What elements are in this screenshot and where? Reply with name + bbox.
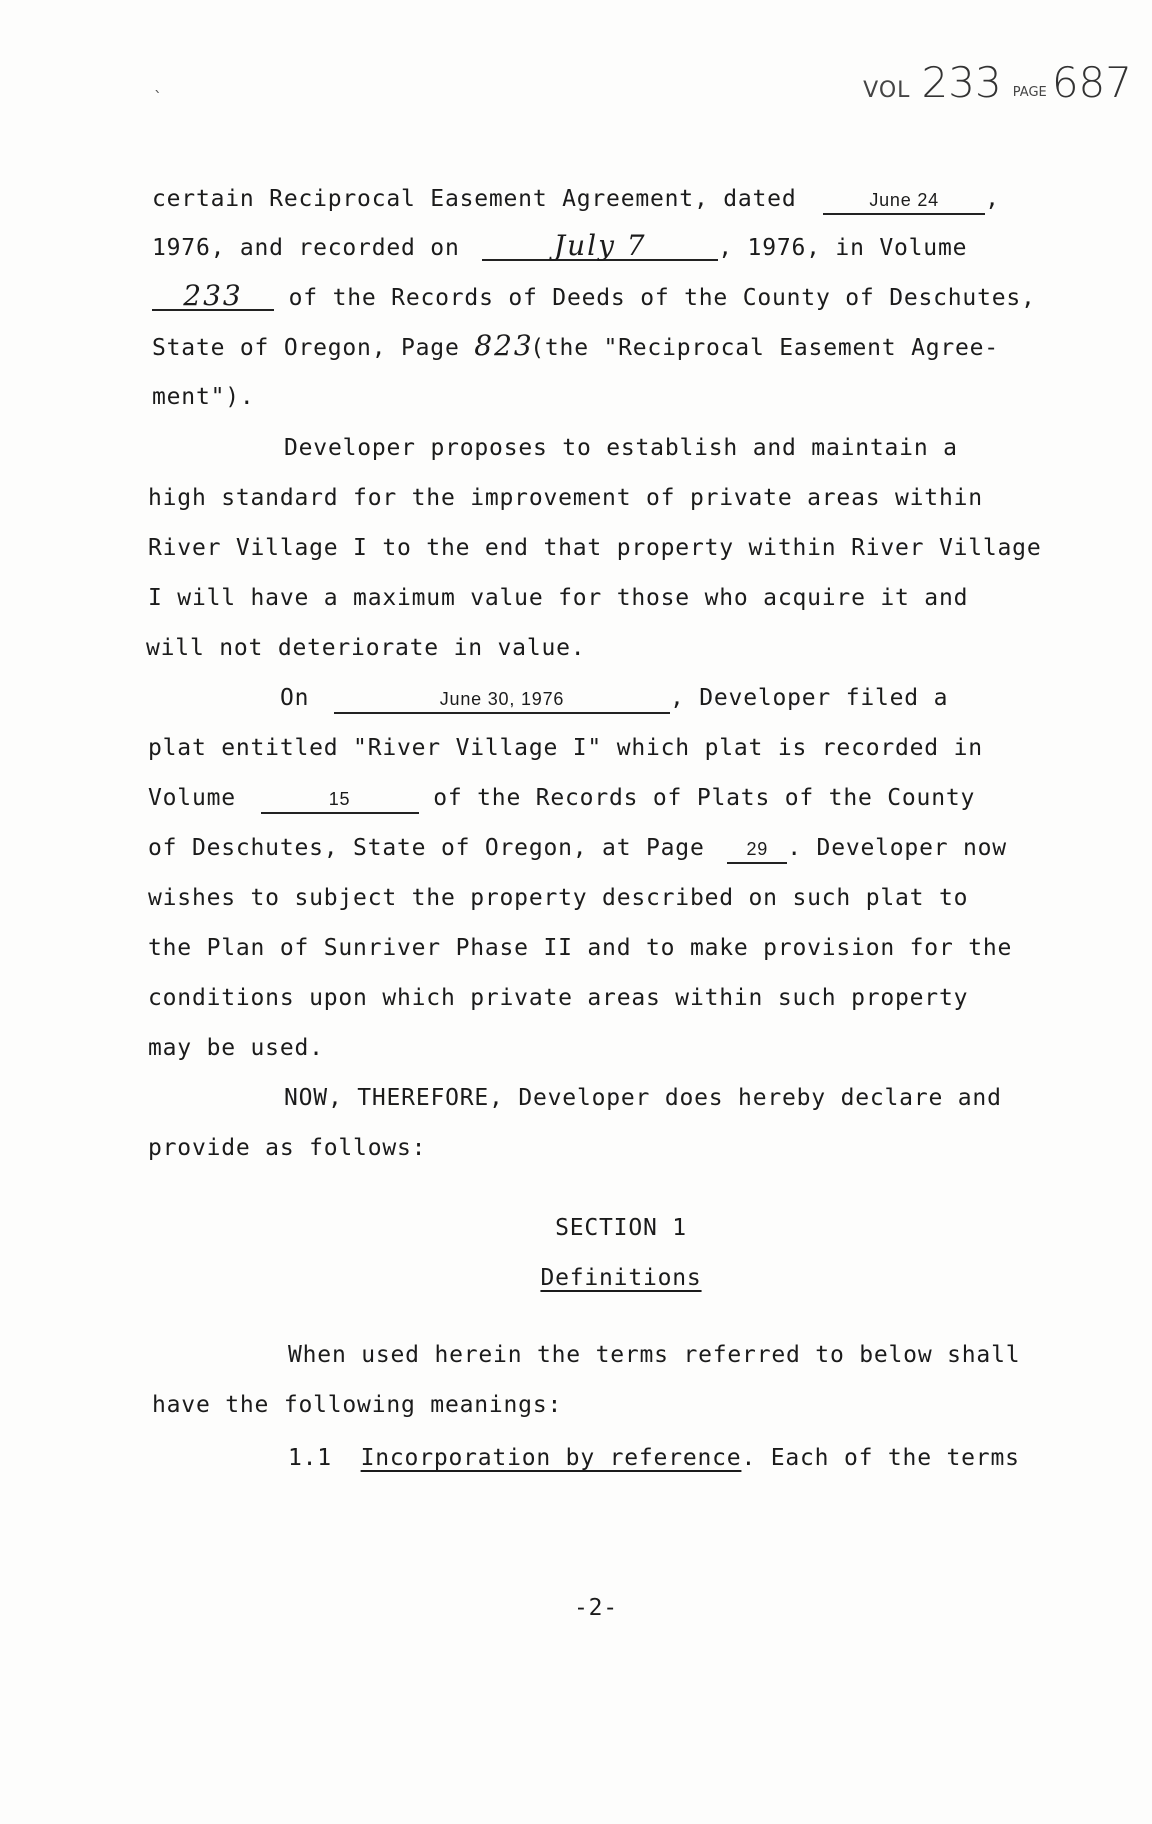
para4-line2: provide as follows: (148, 1135, 427, 1161)
para1-line4 (152, 329, 999, 363)
para2-line1: Developer proposes to establish and maintain a (284, 435, 958, 461)
dated-blank: June 24 (823, 187, 985, 215)
para4-line1: NOW, THEREFORE, Developer does hereby declare and (284, 1085, 1002, 1111)
recording-stamp (863, 58, 1132, 107)
para1-text: (the "Reciprocal Easement Agree- (530, 335, 999, 361)
section-number: SECTION 1 (555, 1215, 687, 1241)
para3-text: Volume (148, 785, 236, 811)
para3-text: of the Records of Plats of the County (433, 785, 976, 811)
para2-line2: high standard for the improvement of private areas within (148, 485, 983, 511)
volume-handwritten: 233 (152, 283, 274, 311)
para1-text: State of Oregon, Page (152, 335, 460, 361)
para3-text: , Developer filed a (669, 685, 949, 711)
para1-comma: , (985, 186, 1000, 212)
para3-text: of Deschutes, State of Oregon, at Page (148, 835, 705, 861)
para3-line5: wishes to subject the property described on such plat to (148, 885, 969, 911)
page-handwritten: 823 (474, 329, 534, 362)
stray-mark: ` (154, 88, 162, 107)
para1-text: certain Reciprocal Easement Agreement, dated (152, 186, 797, 212)
para3-text: On (280, 685, 310, 711)
section-title: Definitions (540, 1265, 702, 1291)
plat-volume-blank: 15 (261, 786, 419, 814)
para1-text: , 1976, in Volume (718, 235, 968, 261)
para5-line1: When used herein the terms referred to below shall (288, 1342, 1021, 1368)
para3-line4 (148, 833, 1007, 864)
para1-text: of the Records of Deeds of the County of Deschutes, (288, 285, 1036, 311)
para3-line8: may be used. (148, 1035, 324, 1061)
para1-text: 1976, and recorded on (152, 235, 460, 261)
para3-line2: plat entitled "River Village I" which plat is recorded in (148, 735, 983, 761)
stamp-vol-number: 233 (921, 58, 1002, 107)
para1-line5: ment"). (152, 384, 255, 410)
stamp-page-number: 687 (1051, 58, 1132, 107)
plat-date-blank: June 30, 1976 (334, 686, 670, 714)
para3-line6: the Plan of Sunriver Phase II and to make provision for the (148, 935, 1013, 961)
para3-line3 (148, 783, 975, 814)
stamp-vol-label: VOL (863, 78, 911, 103)
para1-line3 (152, 279, 1036, 313)
recorded-date-handwritten: July 7 (482, 233, 718, 261)
para1-line1 (152, 184, 1000, 215)
item-text: . Each of the terms (741, 1445, 1020, 1471)
para3-line7: conditions upon which private areas within such property (148, 985, 969, 1011)
para2-line3: River Village I to the end that property within River Village (148, 535, 1042, 561)
para1-line2 (152, 229, 968, 263)
para3-line1 (280, 683, 948, 714)
para5-line2: have the following meanings: (152, 1392, 563, 1418)
plat-page-blank: 29 (727, 836, 787, 864)
para3-text: . Developer now (787, 835, 1007, 861)
section-title-wrap (0, 1265, 1152, 1291)
stamp-page-label: PAGE (1012, 85, 1047, 100)
para2-line4: I will have a maximum value for those who acquire it and (148, 585, 969, 611)
item-title: Incorporation by reference (360, 1445, 742, 1471)
footer-page-number: -2- (574, 1595, 618, 1621)
item-1-1 (288, 1443, 1020, 1473)
item-number: 1.1 (288, 1445, 332, 1471)
para2-line5: will not deteriorate in value. (146, 635, 586, 661)
